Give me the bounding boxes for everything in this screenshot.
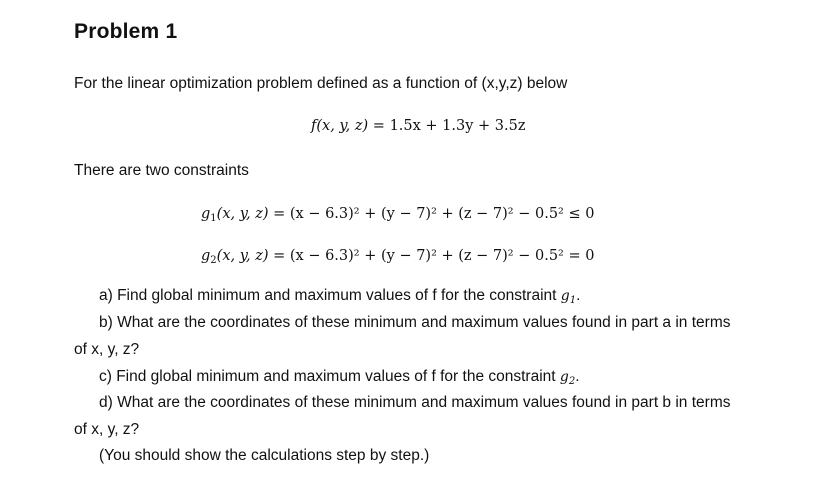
question-d-line1: d) What are the coordinates of these minimum and maximum values found in part b in terms xyxy=(99,394,731,411)
question-a-text: a) Find global minimum and maximum values of f for the constraint xyxy=(99,287,557,304)
instruction-note: (You should show the calculations step by step.) xyxy=(99,447,430,464)
question-c-text: c) Find global minimum and maximum values of f for the constraint xyxy=(99,368,556,385)
objective-lhs: f(x, y, z) xyxy=(311,118,369,134)
question-a: a) Find global minimum and maximum values of f for the constraint $g_1$. xyxy=(99,287,581,306)
constraint-g1-name: g xyxy=(201,206,211,222)
constraint-g2-args: (x, y, z) xyxy=(216,248,269,264)
intro-text: For the linear optimization problem defined as a function of (x,y,z) below xyxy=(74,75,568,92)
objective-function xyxy=(311,118,526,134)
constraint-g1-end: − 0.5² ≤ 0 xyxy=(513,206,595,222)
constraint-g1-index: 1 xyxy=(210,213,217,224)
question-c: c) Find global minimum and maximum values of f for the constraint $g_2$. xyxy=(99,368,580,387)
question-b-line2: of x, y, z? xyxy=(74,341,140,358)
constraint-g2 xyxy=(201,248,594,264)
constraints-intro: There are two constraints xyxy=(74,162,249,179)
constraint-g2-index: 2 xyxy=(210,255,217,266)
constraint-g1-args: (x, y, z) xyxy=(216,206,269,222)
constraint-g2-body: = (x − 6.3)² + (y − 7)² + (z − 7)² xyxy=(268,248,514,264)
constraint-g1 xyxy=(201,206,594,222)
problem-title: Problem 1 xyxy=(74,20,178,43)
objective-rhs: = 1.5x + 1.3y + 3.5z xyxy=(368,118,526,134)
question-d-line2: of x, y, z? xyxy=(74,421,140,438)
constraint-g2-end: − 0.5² = 0 xyxy=(513,248,595,264)
question-c-ref: $g_2$ xyxy=(559,369,576,387)
question-a-ref: $g_1$ xyxy=(560,288,577,306)
constraint-g1-body: = (x − 6.3)² + (y − 7)² + (z − 7)² xyxy=(268,206,514,222)
constraint-g2-name: g xyxy=(201,248,211,264)
question-b-line1: b) What are the coordinates of these minimum and maximum values found in part a in terms xyxy=(99,314,731,331)
